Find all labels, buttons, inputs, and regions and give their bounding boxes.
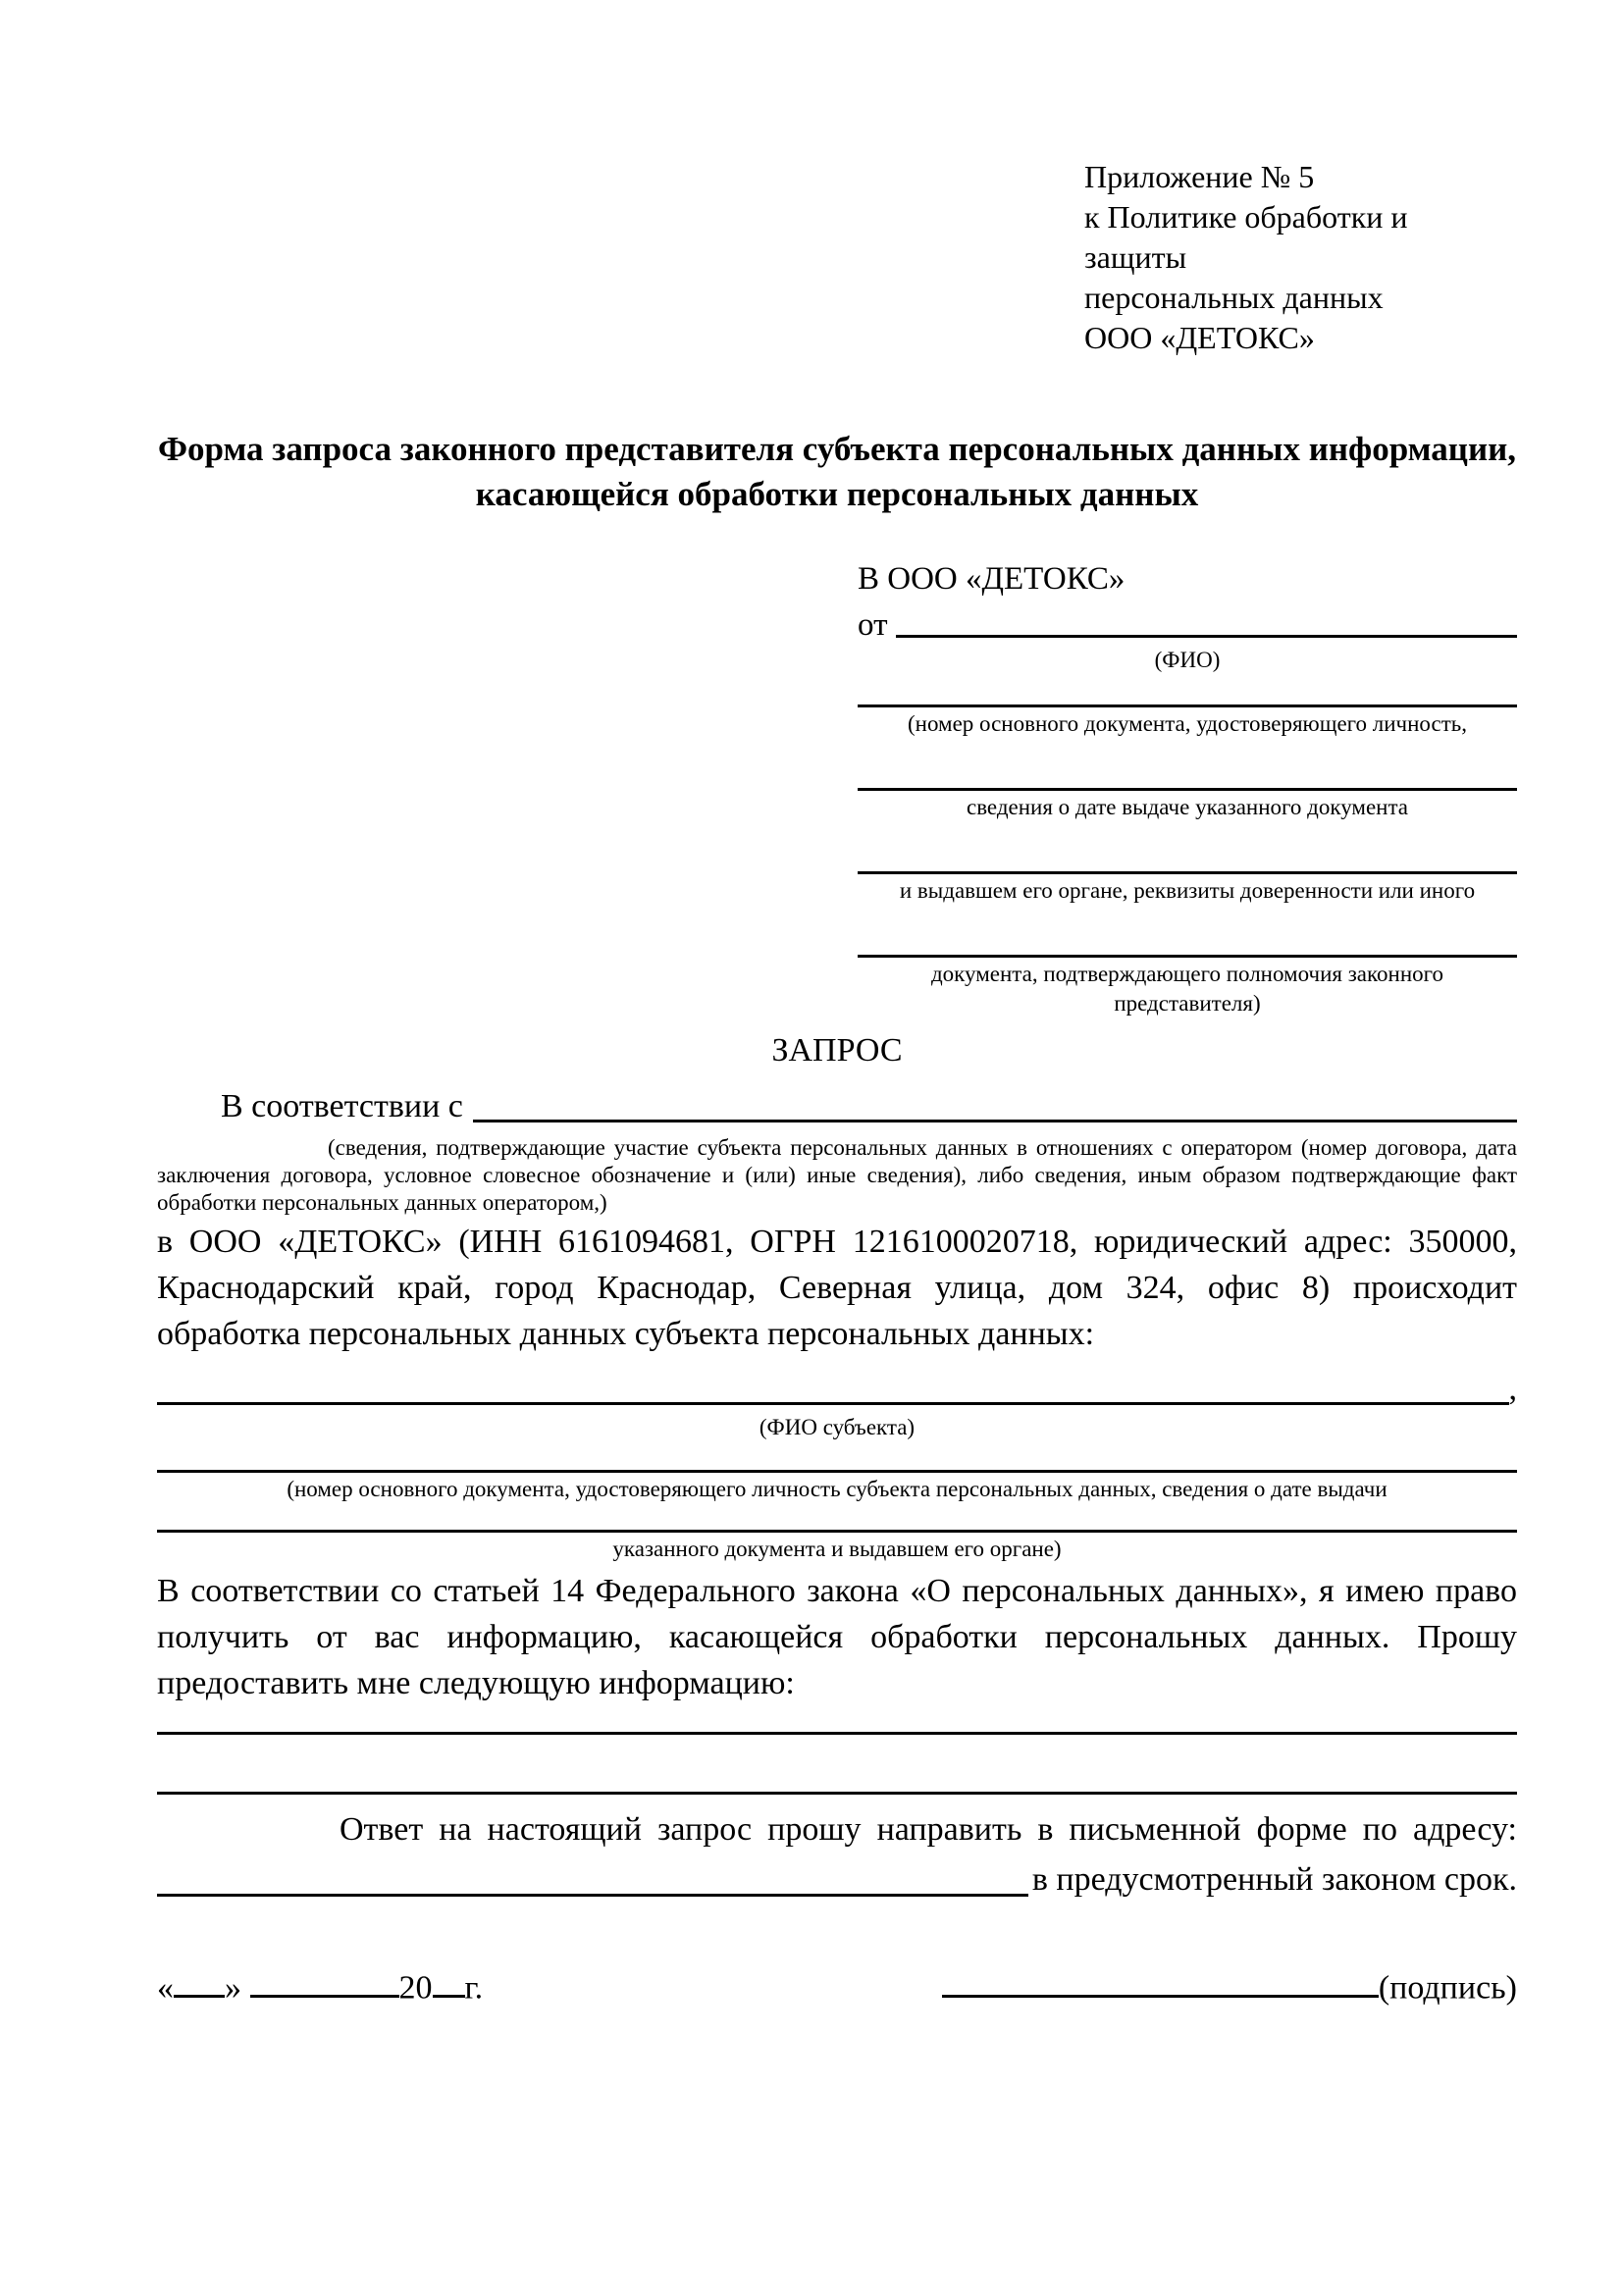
addressee-block xyxy=(858,561,1517,1018)
subject-fio-row xyxy=(157,1367,1517,1411)
subject-doc-caption-1: (номер основного документа, удостоверяющего личность субъекта персональных данных, сведения о дате выдачи xyxy=(287,1477,1387,1501)
answer-tail: в предусмотренный законом срок. xyxy=(1031,1861,1517,1898)
authority-document-blank-line xyxy=(858,955,1517,958)
accordance-row xyxy=(157,1084,1517,1128)
doc-number-caption: (номер основного документа, удостоверяющего личность, xyxy=(907,711,1467,736)
law-paragraph: В соответствии со статьей 14 Федерального закона «О персональных данных», я имею право получить от вас информацию, касающейся обработки персональных данных. Прошу предоставить мне следующую информацию: xyxy=(157,1573,1517,1701)
from-row xyxy=(858,607,1517,644)
appendix-block xyxy=(1084,157,1517,358)
year-suffix: г. xyxy=(464,1969,484,2007)
issuing-authority-caption: и выдавшем его органе, реквизиты доверенности или иного xyxy=(899,878,1476,903)
subject-doc-blank-line-2 xyxy=(157,1530,1517,1533)
requested-info-blank-line-1 xyxy=(157,1732,1517,1735)
answer-address-row xyxy=(157,1856,1517,1903)
operator-paragraph: в ООО «ДЕТОКС» (ИНН 6161094681, ОГРН 1216100020718, юридический адрес: 350000, Краснодарский край, город Краснодар, Северная улица, дом 324, офис 8) происходит обработка персональных данных субъекта персональных данных: xyxy=(157,1224,1517,1352)
subject-doc-blank-line-1 xyxy=(157,1470,1517,1473)
requested-info-blank-line-2 xyxy=(157,1792,1517,1795)
appendix-line-4: ООО «ДЕТОКС» xyxy=(1084,320,1315,355)
addressee-organization: В ООО «ДЕТОКС» xyxy=(858,561,1126,597)
issue-date-caption: сведения о дате выдаче указанного документа xyxy=(966,795,1409,819)
subject-doc-caption-2: указанного документа и выдавшем его органе) xyxy=(612,1537,1062,1561)
appendix-line-3: персональных данных xyxy=(1084,280,1384,315)
signature-blank-line xyxy=(942,1963,1379,1998)
footer-row xyxy=(157,1963,1517,2007)
appendix-line-2: к Политике обработки и защиты xyxy=(1084,199,1408,275)
year-blank-line xyxy=(433,1963,465,1998)
signature-caption: (подпись) xyxy=(1378,1969,1517,2007)
accordance-caption: (сведения, подтверждающие участие субъекта персональных данных в отношениях с оператором (номер договора, дата заключения договора, условное словесное обозначение и (или) иные сведения), либо сведения, иным образом подтверждающие факт обработки персональных данных оператором,) xyxy=(157,1135,1517,1215)
date-field xyxy=(157,1963,483,2007)
subject-comma: , xyxy=(1508,1371,1517,1407)
authority-document-caption: документа, подтверждающего полномочия законного представителя) xyxy=(930,962,1443,1016)
accordance-blank-line xyxy=(473,1084,1517,1122)
answer-sentence: Ответ на настоящий запрос прошу направить в письменной форме по адресу: xyxy=(340,1811,1517,1848)
request-heading: ЗАПРОС xyxy=(771,1032,903,1069)
day-close-quote: » xyxy=(225,1969,241,2007)
issuing-authority-blank-line xyxy=(858,871,1517,874)
subject-fio-caption: (ФИО субъекта) xyxy=(759,1415,916,1439)
accordance-lead: В соответствии с xyxy=(221,1088,463,1124)
month-blank-line xyxy=(250,1963,399,1998)
subject-fio-blank-line xyxy=(157,1367,1509,1405)
year-prefix: 20 xyxy=(398,1969,433,2007)
day-blank-line xyxy=(174,1963,225,1998)
issue-date-blank-line xyxy=(858,788,1517,791)
signature-field xyxy=(942,1963,1517,2007)
day-open-quote: « xyxy=(157,1969,174,2007)
appendix-line-1: Приложение № 5 xyxy=(1084,159,1315,194)
fio-caption: (ФИО) xyxy=(1154,648,1221,672)
from-label: от xyxy=(858,607,888,643)
answer-address-blank-line xyxy=(157,1856,1028,1897)
form-title: Форма запроса законного представителя субъекта персональных данных информации, касающейся обработки персональных данных xyxy=(157,430,1517,513)
representative-fio-blank-line xyxy=(896,607,1518,638)
doc-number-blank-line xyxy=(858,704,1517,707)
